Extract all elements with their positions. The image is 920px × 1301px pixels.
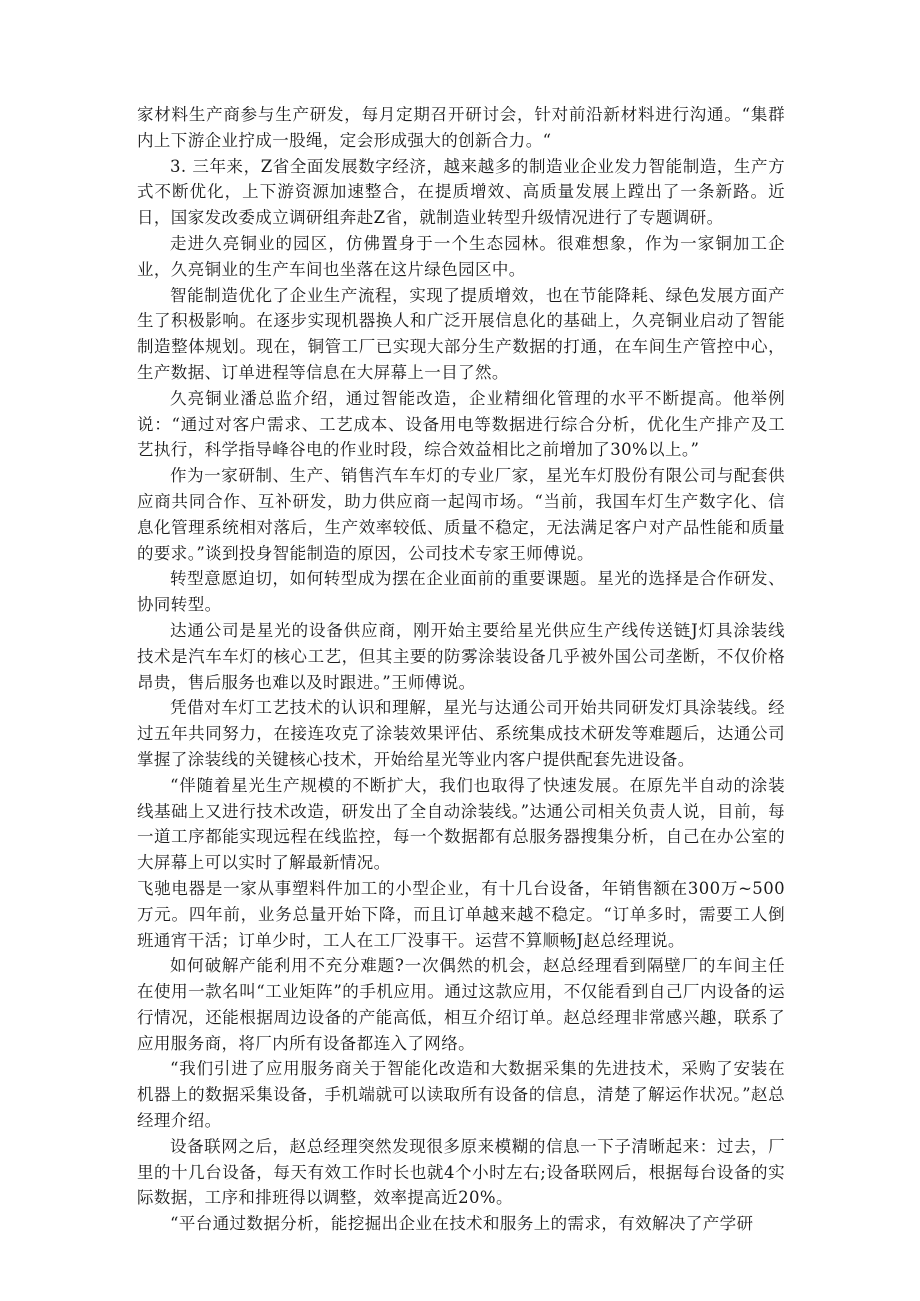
paragraph: 作为一家研制、生产、销售汽车车灯的专业厂家，星光车灯股份有限公司与配套供应商共同合作、互补研发，助力供应商一起闯市场。“当前，我国车灯生产数字化、信息化管理系统相对落后，生产效率较低、质量不稳定，无法满足客户对产品性能和质量的要求。”谈到投身智能制造的原因，公司技术专家王师傅说。 <box>137 466 785 563</box>
paragraph: “我们引进了应用服务商关于智能化改造和大数据采集的先进技术，采购了安装在机器上的数据采集设备，手机端就可以读取所有设备的信息，清楚了解运作状况。”赵总经理介绍。 <box>137 1059 785 1131</box>
paragraph: “平台通过数据分析，能挖掘出企业在技术和服务上的需求，有效解决了产学研 <box>170 1214 754 1234</box>
paragraph: 如何破解产能利用不充分难题?一次偶然的机会，赵总经理看到隔壁厂的车间主任在使用一款名叫“工业矩阵”的手机应用。通过这款应用，不仅能看到自己厂内设备的运行情况，还能根据周边设备的产能高低，相互介绍订单。赵总经理非常感兴趣，联系了应用服务商，将厂内所有设备都连入了网络。 <box>137 956 785 1053</box>
paragraph: 智能制造优化了企业生产流程，实现了提质增效，也在节能降耗、绿色发展方面产生了积极影响。在逐步实现机器换人和广泛开展信息化的基础上，久亮铜业启动了智能制造整体规划。现在，铜管工厂已实现大部分生产数据的打通，在车间生产管控中心，生产数据、订单进程等信息在大屏幕上一目了然。 <box>137 285 785 382</box>
paragraph: 转型意愿迫切，如何转型成为摆在企业面前的重要课题。星光的选择是合作研发、协同转型。 <box>137 569 785 615</box>
paragraph: 走进久亮铜业的园区，仿佛置身于一个生态园林。很难想象，作为一家铜加工企业，久亮铜业的生产车间也坐落在这片绿色园区中。 <box>137 233 785 279</box>
paragraph: 达通公司是星光的设备供应商，刚开始主要给星光供应生产线传送链J灯具涂装线技术是汽车车灯的核心工艺，但其主要的防雾涂装设备几乎被外国公司垄断，不仅价格昂贵，售后服务也难以及时跟进。”王师傅说。 <box>137 620 785 692</box>
paragraph: 3. 三年来，Z省全面发展数字经济，越来越多的制造业企业发力智能制造，生产方式不断优化，上下游资源加速整合，在提质增效、高质量发展上蹚出了一条新路。近日，国家发改委成立调研组奔赴Z省，就制造业转型升级情况进行了专题调研。 <box>137 156 785 228</box>
paragraph: 设备联网之后，赵总经理突然发现很多原来模糊的信息一下子清晰起来：过去，厂里的十几台设备，每天有效工作时长也就4个小时左右;设备联网后，根据每台设备的实际数据，工序和排班得以调整，效率提高近20%。 <box>137 1136 785 1208</box>
paragraph: 家材料生产商参与生产研发，每月定期召开研讨会，针对前沿新材料进行沟通。“集群内上下游企业拧成一股绳，定会形成强大的创新合力。“ <box>137 105 785 150</box>
paragraph: 飞驰电器是一家从事塑料件加工的小型企业，有十几台设备，年销售额在300万~500万元。四年前，业务总量开始下降，而且订单越来越不稳定。“订单多时，需要工人倒班通宵干活；订单少时，工人在工厂没事干。运营不算顺畅J赵总经理说。 <box>137 878 785 950</box>
paragraph: 凭借对车灯工艺技术的认识和理解，星光与达通公司开始共同研发灯具涂装线。经过五年共同努力，在接连攻克了涂装效果评估、系统集成技术研发等难题后，达通公司掌握了涂装线的关键核心技术，开始给星光等业内客户提供配套先进设备。 <box>137 698 785 769</box>
article-body <box>137 102 785 1237</box>
paragraph: 久亮铜业潘总监介绍，通过智能改造，企业精细化管理的水平不断提高。他举例说：“通过对客户需求、工艺成本、设备用电等数据进行综合分析，优化生产排产及工艺执行，科学指导峰谷电的作业时段，综合效益相比之前增加了30%以上。” <box>137 388 785 460</box>
paragraph: “伴随着星光生产规模的不断扩大，我们也取得了快速发展。在原先半自动的涂装线基础上又进行技术改造，研发出了全自动涂装线。”达通公司相关负责人说，目前，每一道工序都能实现远程在线监控，每一个数据都有总服务器搜集分析，自己在办公室的大屏幕上可以实时了解最新情况。 <box>137 775 785 873</box>
